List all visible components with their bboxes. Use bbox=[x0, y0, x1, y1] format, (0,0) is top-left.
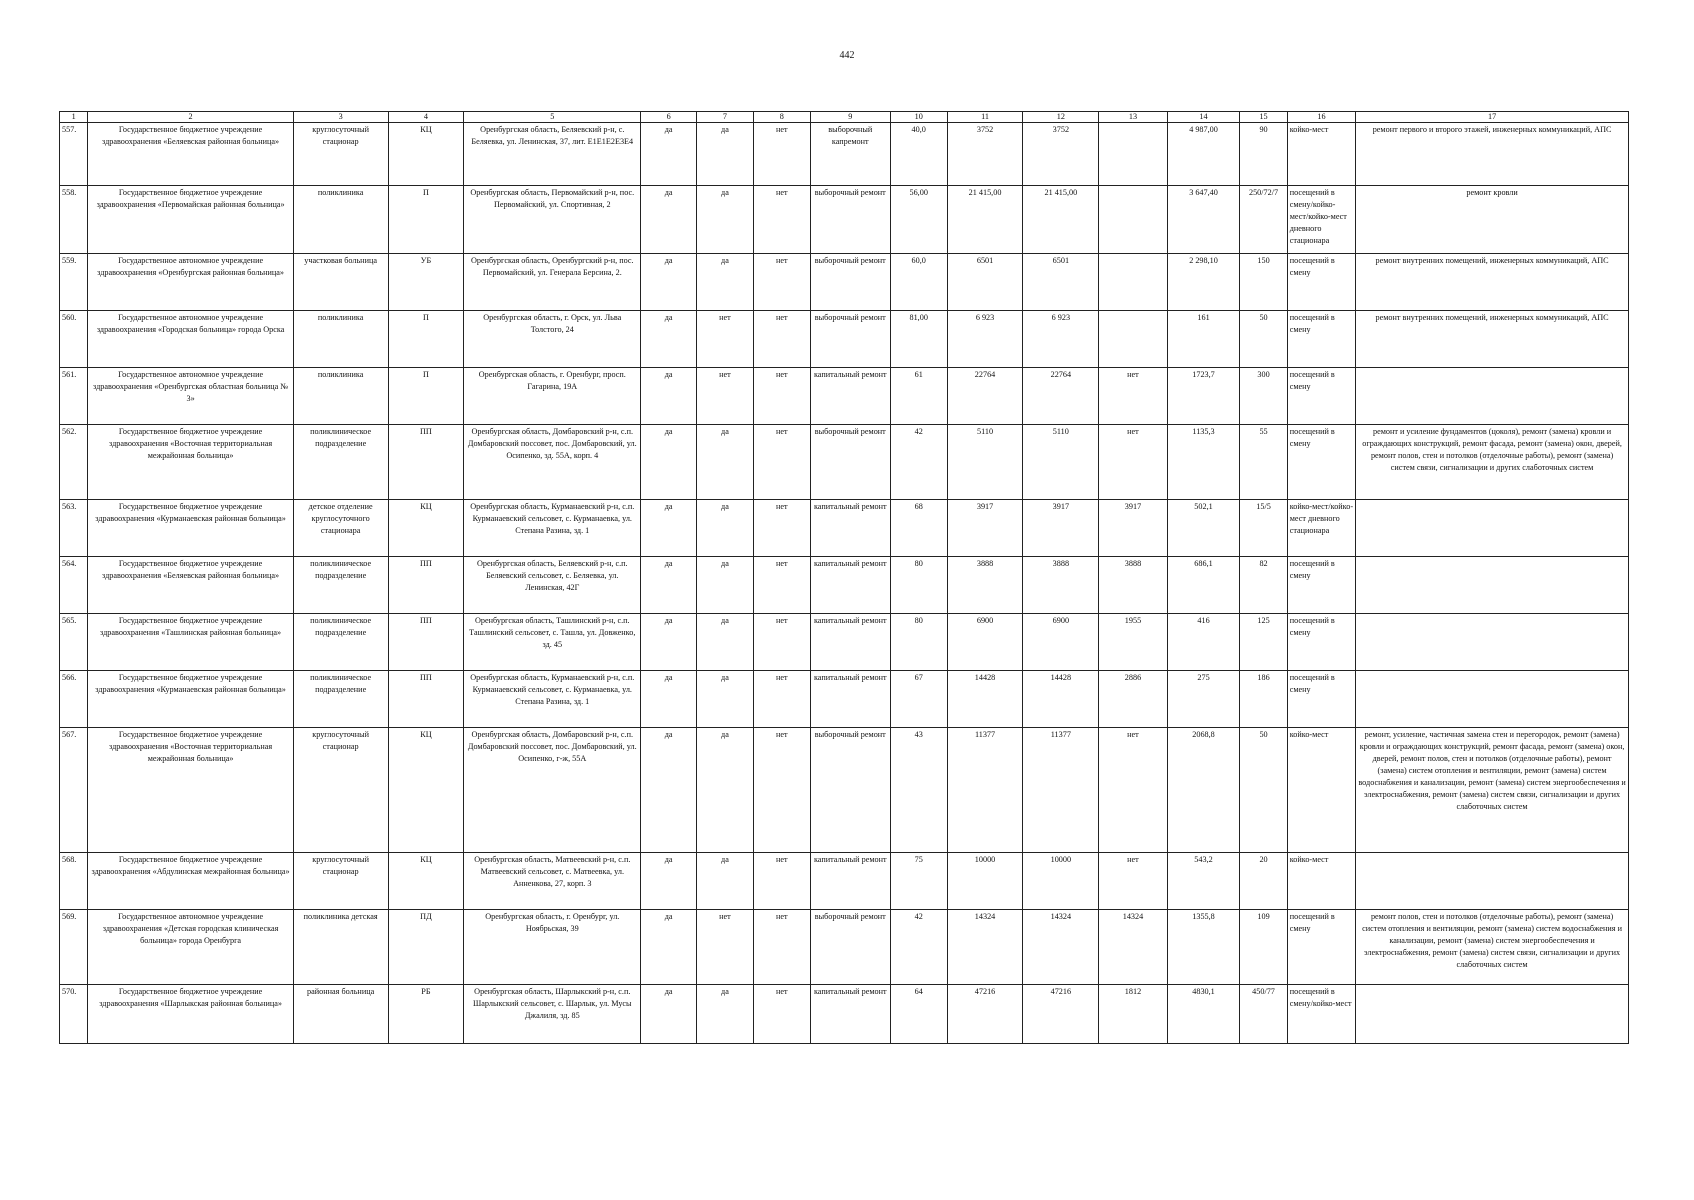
address: Оренбургская область, Домбаровский р-н, с.п. Домбаровский поссовет, пос. Домбаровский, ул. Осипенко, г-ж, 55А bbox=[464, 728, 641, 853]
column-header: 4 bbox=[388, 112, 464, 123]
col-11: 21 415,00 bbox=[947, 186, 1023, 254]
col-12: 47216 bbox=[1023, 985, 1099, 1044]
row-number: 557. bbox=[60, 123, 88, 186]
col-11: 14428 bbox=[947, 671, 1023, 728]
capacity-unit: койко-мест bbox=[1287, 853, 1355, 910]
row-number: 566. bbox=[60, 671, 88, 728]
work-type: выборочный ремонт bbox=[810, 254, 890, 311]
address: Оренбургская область, Шарлыкский р-н, с.п. Шарлыкский сельсовет, с. Шарлык, ул. Мусы Джалиля, зд. 85 bbox=[464, 985, 641, 1044]
facility-type: поликлиника bbox=[293, 311, 388, 368]
work-type: капитальный ремонт bbox=[810, 368, 890, 425]
col-14: 1355,8 bbox=[1167, 910, 1240, 985]
facility-code: УБ bbox=[388, 254, 464, 311]
col-12: 22764 bbox=[1023, 368, 1099, 425]
facility-type: поликлиника детская bbox=[293, 910, 388, 985]
col-12: 6501 bbox=[1023, 254, 1099, 311]
col-13: нет bbox=[1099, 853, 1167, 910]
col-11: 47216 bbox=[947, 985, 1023, 1044]
col-10: 60,0 bbox=[890, 254, 947, 311]
col-6: да bbox=[641, 186, 697, 254]
col-8: нет bbox=[753, 425, 810, 500]
facility-code: КЦ bbox=[388, 500, 464, 557]
col-14: 686,1 bbox=[1167, 557, 1240, 614]
col-13: 1955 bbox=[1099, 614, 1167, 671]
organization-name: Государственное автономное учреждение здравоохранения «Детская городская клиническая больница» города Оренбурга bbox=[88, 910, 293, 985]
col-13: 14324 bbox=[1099, 910, 1167, 985]
col-7: нет bbox=[697, 368, 754, 425]
work-description bbox=[1356, 557, 1629, 614]
col-6: да bbox=[641, 985, 697, 1044]
organization-name: Государственное бюджетное учреждение здравоохранения «Курманаевская районная больница» bbox=[88, 500, 293, 557]
column-header: 11 bbox=[947, 112, 1023, 123]
column-header: 13 bbox=[1099, 112, 1167, 123]
organization-name: Государственное автономное учреждение здравоохранения «Оренбургская районная больница» bbox=[88, 254, 293, 311]
column-header: 16 bbox=[1287, 112, 1355, 123]
col-6: да bbox=[641, 368, 697, 425]
column-header: 2 bbox=[88, 112, 293, 123]
col-10: 42 bbox=[890, 910, 947, 985]
col-14: 275 bbox=[1167, 671, 1240, 728]
capacity-unit: посещений в смену bbox=[1287, 614, 1355, 671]
facility-code: РБ bbox=[388, 985, 464, 1044]
col-14: 4 987,00 bbox=[1167, 123, 1240, 186]
work-type: капитальный ремонт bbox=[810, 985, 890, 1044]
facility-code: П bbox=[388, 368, 464, 425]
col-15: 300 bbox=[1240, 368, 1287, 425]
col-6: да bbox=[641, 671, 697, 728]
work-description: ремонт первого и второго этажей, инженерных коммуникаций, АПС bbox=[1356, 123, 1629, 186]
col-13: нет bbox=[1099, 728, 1167, 853]
col-11: 6 923 bbox=[947, 311, 1023, 368]
row-number: 563. bbox=[60, 500, 88, 557]
col-11: 14324 bbox=[947, 910, 1023, 985]
row-number: 559. bbox=[60, 254, 88, 311]
col-8: нет bbox=[753, 254, 810, 311]
organization-name: Государственное бюджетное учреждение здравоохранения «Первомайская районная больница» bbox=[88, 186, 293, 254]
row-number: 558. bbox=[60, 186, 88, 254]
work-type: выборочный ремонт bbox=[810, 910, 890, 985]
address: Оренбургская область, г. Оренбург, ул. Ноябрьская, 39 bbox=[464, 910, 641, 985]
row-number: 564. bbox=[60, 557, 88, 614]
facility-code: КЦ bbox=[388, 123, 464, 186]
row-number: 561. bbox=[60, 368, 88, 425]
row-number: 562. bbox=[60, 425, 88, 500]
facility-type: детское отделение круглосуточного стационара bbox=[293, 500, 388, 557]
col-15: 55 bbox=[1240, 425, 1287, 500]
table-row bbox=[60, 614, 1629, 671]
address: Оренбургская область, Беляевский р-н, с.п. Беляевский сельсовет, с. Беляевка, ул. Ленинская, 42Г bbox=[464, 557, 641, 614]
address: Оренбургская область, Ташлинский р-н, с.п. Ташлинский сельсовет, с. Ташла, ул. Довженко, зд. 45 bbox=[464, 614, 641, 671]
col-14: 502,1 bbox=[1167, 500, 1240, 557]
col-6: да bbox=[641, 500, 697, 557]
col-15: 250/72/7 bbox=[1240, 186, 1287, 254]
col-10: 61 bbox=[890, 368, 947, 425]
work-type: выборочный ремонт bbox=[810, 728, 890, 853]
col-15: 450/77 bbox=[1240, 985, 1287, 1044]
organization-name: Государственное бюджетное учреждение здравоохранения «Беляевская районная больница» bbox=[88, 557, 293, 614]
address: Оренбургская область, г. Орск, ул. Льва Толстого, 24 bbox=[464, 311, 641, 368]
col-10: 80 bbox=[890, 614, 947, 671]
table-row bbox=[60, 254, 1629, 311]
col-12: 11377 bbox=[1023, 728, 1099, 853]
address: Оренбургская область, Беляевский р-н, с. Беляевка, ул. Ленинская, 37, лит. Е1Е1Е2Е3Е4 bbox=[464, 123, 641, 186]
address: Оренбургская область, Домбаровский р-н, с.п. Домбаровский поссовет, пос. Домбаровский, ул. Осипенко, зд. 55А, корп. 4 bbox=[464, 425, 641, 500]
capacity-unit: посещений в смену bbox=[1287, 557, 1355, 614]
work-description bbox=[1356, 614, 1629, 671]
col-11: 10000 bbox=[947, 853, 1023, 910]
work-type: капитальный ремонт bbox=[810, 853, 890, 910]
col-11: 3917 bbox=[947, 500, 1023, 557]
address: Оренбургская область, Матвеевский р-н, с.п. Матвеевский сельсовет, с. Матвеевка, ул. Анненкова, 27, корп. 3 bbox=[464, 853, 641, 910]
table-row bbox=[60, 311, 1629, 368]
col-6: да bbox=[641, 614, 697, 671]
facility-code: КЦ bbox=[388, 728, 464, 853]
row-number: 567. bbox=[60, 728, 88, 853]
column-header: 15 bbox=[1240, 112, 1287, 123]
col-8: нет bbox=[753, 123, 810, 186]
col-7: да bbox=[697, 985, 754, 1044]
col-10: 40,0 bbox=[890, 123, 947, 186]
col-7: да bbox=[697, 853, 754, 910]
column-header: 9 bbox=[810, 112, 890, 123]
col-14: 4830,1 bbox=[1167, 985, 1240, 1044]
col-7: да bbox=[697, 425, 754, 500]
col-6: да bbox=[641, 557, 697, 614]
address: Оренбургская область, г. Оренбург, просп. Гагарина, 19А bbox=[464, 368, 641, 425]
work-description: ремонт полов, стен и потолков (отделочные работы), ремонт (замена) систем отопления и вентиляции, ремонт (замена) систем водоснабжения и канализации, ремонт (замена) систем энергообеспечения и электроснабжения, ремонт (замена) систем связи, сигнализации и других слаботочных систем bbox=[1356, 910, 1629, 985]
col-7: нет bbox=[697, 311, 754, 368]
col-14: 3 647,40 bbox=[1167, 186, 1240, 254]
table-row bbox=[60, 910, 1629, 985]
work-description: ремонт, усиление, частичная замена стен и перегородок, ремонт (замена) кровли и ограждающих конструкций, ремонт фасада, ремонт (замена) окон, дверей, ремонт полов, стен и потолков (отделочные работы), ремонт (замена) систем отопления и вентиляции, ремонт (замена) систем водоснабжения и канализации, ремонт (замена) систем энергообеспечения и электроснабжения, ремонт (замена) систем связи, сигнализации и других слаботочных систем bbox=[1356, 728, 1629, 853]
capacity-unit: посещений в смену bbox=[1287, 910, 1355, 985]
col-10: 68 bbox=[890, 500, 947, 557]
table-row bbox=[60, 425, 1629, 500]
address: Оренбургская область, Первомайский р-н, пос. Первомайский, ул. Спортивная, 2 bbox=[464, 186, 641, 254]
col-12: 14428 bbox=[1023, 671, 1099, 728]
column-header: 3 bbox=[293, 112, 388, 123]
column-header: 17 bbox=[1356, 112, 1629, 123]
col-13 bbox=[1099, 254, 1167, 311]
column-header: 6 bbox=[641, 112, 697, 123]
facility-type: круглосуточный стационар bbox=[293, 123, 388, 186]
col-6: да bbox=[641, 910, 697, 985]
facility-code: ПП bbox=[388, 671, 464, 728]
organization-name: Государственное бюджетное учреждение здравоохранения «Ташлинская районная больница» bbox=[88, 614, 293, 671]
col-12: 21 415,00 bbox=[1023, 186, 1099, 254]
row-number: 570. bbox=[60, 985, 88, 1044]
work-type: капитальный ремонт bbox=[810, 671, 890, 728]
col-7: да bbox=[697, 671, 754, 728]
work-type: выборочный ремонт bbox=[810, 311, 890, 368]
col-15: 109 bbox=[1240, 910, 1287, 985]
col-12: 3888 bbox=[1023, 557, 1099, 614]
col-10: 81,00 bbox=[890, 311, 947, 368]
col-10: 42 bbox=[890, 425, 947, 500]
facility-type: круглосуточный стационар bbox=[293, 728, 388, 853]
work-description bbox=[1356, 500, 1629, 557]
column-header: 10 bbox=[890, 112, 947, 123]
col-14: 1135,3 bbox=[1167, 425, 1240, 500]
col-12: 14324 bbox=[1023, 910, 1099, 985]
table-body bbox=[60, 123, 1629, 1044]
col-14: 416 bbox=[1167, 614, 1240, 671]
col-7: да bbox=[697, 614, 754, 671]
table-row bbox=[60, 985, 1629, 1044]
facility-code: ПП bbox=[388, 425, 464, 500]
col-7: да bbox=[697, 123, 754, 186]
col-10: 67 bbox=[890, 671, 947, 728]
facility-type: поликлиническое подразделение bbox=[293, 614, 388, 671]
facility-type: участковая больница bbox=[293, 254, 388, 311]
work-description: ремонт кровли bbox=[1356, 186, 1629, 254]
col-7: да bbox=[697, 254, 754, 311]
table-row bbox=[60, 500, 1629, 557]
column-header: 12 bbox=[1023, 112, 1099, 123]
table-row bbox=[60, 557, 1629, 614]
col-8: нет bbox=[753, 614, 810, 671]
address: Оренбургская область, Курманаевский р-н, с.п. Курманаевский сельсовет, с. Курманаевка, ул. Степана Разина, зд. 1 bbox=[464, 500, 641, 557]
organization-name: Государственное автономное учреждение здравоохранения «Оренбургская областная больница № 3» bbox=[88, 368, 293, 425]
column-header: 1 bbox=[60, 112, 88, 123]
col-10: 75 bbox=[890, 853, 947, 910]
work-type: выборочный капремонт bbox=[810, 123, 890, 186]
col-15: 90 bbox=[1240, 123, 1287, 186]
col-7: да bbox=[697, 500, 754, 557]
col-10: 64 bbox=[890, 985, 947, 1044]
page-number: 442 bbox=[839, 50, 855, 61]
col-8: нет bbox=[753, 186, 810, 254]
col-13: нет bbox=[1099, 425, 1167, 500]
address: Оренбургская область, Оренбургский р-н, пос. Первомайский, ул. Генерала Берсина, 2. bbox=[464, 254, 641, 311]
table-row bbox=[60, 728, 1629, 853]
capacity-unit: посещений в смену bbox=[1287, 425, 1355, 500]
work-description: ремонт внутренних помещений, инженерных коммуникаций, АПС bbox=[1356, 254, 1629, 311]
work-description bbox=[1356, 671, 1629, 728]
col-8: нет bbox=[753, 853, 810, 910]
capacity-unit: посещений в смену bbox=[1287, 368, 1355, 425]
col-14: 1723,7 bbox=[1167, 368, 1240, 425]
col-7: да bbox=[697, 557, 754, 614]
col-13: 2886 bbox=[1099, 671, 1167, 728]
col-13 bbox=[1099, 311, 1167, 368]
col-12: 3917 bbox=[1023, 500, 1099, 557]
work-description bbox=[1356, 368, 1629, 425]
col-12: 3752 bbox=[1023, 123, 1099, 186]
col-8: нет bbox=[753, 311, 810, 368]
col-13: 3888 bbox=[1099, 557, 1167, 614]
col-14: 161 bbox=[1167, 311, 1240, 368]
col-12: 6900 bbox=[1023, 614, 1099, 671]
col-8: нет bbox=[753, 910, 810, 985]
organization-name: Государственное бюджетное учреждение здравоохранения «Курманаевская районная больница» bbox=[88, 671, 293, 728]
organization-name: Государственное автономное учреждение здравоохранения «Городская больница» города Орска bbox=[88, 311, 293, 368]
col-15: 50 bbox=[1240, 728, 1287, 853]
repair-table bbox=[59, 111, 1629, 1044]
row-number: 568. bbox=[60, 853, 88, 910]
work-description: ремонт и усиление фундаментов (цоколя), ремонт (замена) кровли и ограждающих конструкций, ремонт фасада, ремонт (замена) окон, дверей, ремонт полов, стен и потолков (отделочные работы), ремонт (замена) систем связи, сигнализации и других слаботочных систем bbox=[1356, 425, 1629, 500]
col-11: 5110 bbox=[947, 425, 1023, 500]
col-6: да bbox=[641, 853, 697, 910]
organization-name: Государственное бюджетное учреждение здравоохранения «Восточная территориальная межрайонная больница» bbox=[88, 728, 293, 853]
capacity-unit: посещений в смену bbox=[1287, 311, 1355, 368]
col-11: 11377 bbox=[947, 728, 1023, 853]
col-11: 6900 bbox=[947, 614, 1023, 671]
col-8: нет bbox=[753, 368, 810, 425]
col-11: 3752 bbox=[947, 123, 1023, 186]
col-15: 150 bbox=[1240, 254, 1287, 311]
col-15: 125 bbox=[1240, 614, 1287, 671]
column-header: 5 bbox=[464, 112, 641, 123]
facility-type: круглосуточный стационар bbox=[293, 853, 388, 910]
column-header: 7 bbox=[697, 112, 754, 123]
col-6: да bbox=[641, 311, 697, 368]
row-number: 565. bbox=[60, 614, 88, 671]
col-15: 50 bbox=[1240, 311, 1287, 368]
facility-type: районная больница bbox=[293, 985, 388, 1044]
work-description bbox=[1356, 853, 1629, 910]
facility-type: поликлиническое подразделение bbox=[293, 671, 388, 728]
col-11: 3888 bbox=[947, 557, 1023, 614]
col-13 bbox=[1099, 123, 1167, 186]
col-8: нет bbox=[753, 985, 810, 1044]
address: Оренбургская область, Курманаевский р-н, с.п. Курманаевский сельсовет, с. Курманаевка, ул. Степана Разина, зд. 1 bbox=[464, 671, 641, 728]
col-13: 1812 bbox=[1099, 985, 1167, 1044]
table-row bbox=[60, 186, 1629, 254]
table-row bbox=[60, 853, 1629, 910]
work-type: выборочный ремонт bbox=[810, 425, 890, 500]
col-10: 80 bbox=[890, 557, 947, 614]
col-11: 22764 bbox=[947, 368, 1023, 425]
column-header: 14 bbox=[1167, 112, 1240, 123]
facility-code: ПП bbox=[388, 557, 464, 614]
col-15: 20 bbox=[1240, 853, 1287, 910]
capacity-unit: посещений в смену/койко-мест bbox=[1287, 985, 1355, 1044]
table-row bbox=[60, 123, 1629, 186]
facility-code: П bbox=[388, 311, 464, 368]
organization-name: Государственное бюджетное учреждение здравоохранения «Восточная территориальная межрайонная больница» bbox=[88, 425, 293, 500]
col-8: нет bbox=[753, 671, 810, 728]
facility-type: поликлиническое подразделение bbox=[293, 557, 388, 614]
work-type: капитальный ремонт bbox=[810, 614, 890, 671]
capacity-unit: койко-мест bbox=[1287, 728, 1355, 853]
work-type: выборочный ремонт bbox=[810, 186, 890, 254]
capacity-unit: койко-мест/койко-мест дневного стационара bbox=[1287, 500, 1355, 557]
organization-name: Государственное бюджетное учреждение здравоохранения «Беляевская районная больница» bbox=[88, 123, 293, 186]
facility-code: ПД bbox=[388, 910, 464, 985]
col-13: нет bbox=[1099, 368, 1167, 425]
capacity-unit: посещений в смену/койко-мест/койко-мест дневного стационара bbox=[1287, 186, 1355, 254]
facility-type: поликлиника bbox=[293, 186, 388, 254]
column-header: 8 bbox=[753, 112, 810, 123]
row-number: 560. bbox=[60, 311, 88, 368]
facility-type: поликлиническое подразделение bbox=[293, 425, 388, 500]
table-row bbox=[60, 368, 1629, 425]
organization-name: Государственное бюджетное учреждение здравоохранения «Шарлыкская районная больница» bbox=[88, 985, 293, 1044]
facility-code: КЦ bbox=[388, 853, 464, 910]
col-8: нет bbox=[753, 500, 810, 557]
col-12: 6 923 bbox=[1023, 311, 1099, 368]
col-6: да bbox=[641, 425, 697, 500]
col-12: 10000 bbox=[1023, 853, 1099, 910]
col-14: 2 298,10 bbox=[1167, 254, 1240, 311]
facility-code: П bbox=[388, 186, 464, 254]
capacity-unit: посещений в смену bbox=[1287, 254, 1355, 311]
col-13 bbox=[1099, 186, 1167, 254]
col-8: нет bbox=[753, 728, 810, 853]
col-7: нет bbox=[697, 910, 754, 985]
col-6: да bbox=[641, 254, 697, 311]
capacity-unit: койко-мест bbox=[1287, 123, 1355, 186]
header-row bbox=[60, 112, 1629, 123]
work-description bbox=[1356, 985, 1629, 1044]
col-15: 82 bbox=[1240, 557, 1287, 614]
col-8: нет bbox=[753, 557, 810, 614]
facility-code: ПП bbox=[388, 614, 464, 671]
col-13: 3917 bbox=[1099, 500, 1167, 557]
organization-name: Государственное бюджетное учреждение здравоохранения «Абдулинская межрайонная больница» bbox=[88, 853, 293, 910]
col-6: да bbox=[641, 728, 697, 853]
work-type: капитальный ремонт bbox=[810, 500, 890, 557]
col-14: 2068,8 bbox=[1167, 728, 1240, 853]
table-row bbox=[60, 671, 1629, 728]
col-6: да bbox=[641, 123, 697, 186]
col-7: да bbox=[697, 186, 754, 254]
col-7: да bbox=[697, 728, 754, 853]
col-15: 15/5 bbox=[1240, 500, 1287, 557]
col-10: 43 bbox=[890, 728, 947, 853]
work-description: ремонт внутренних помещений, инженерных коммуникаций, АПС bbox=[1356, 311, 1629, 368]
col-11: 6501 bbox=[947, 254, 1023, 311]
col-12: 5110 bbox=[1023, 425, 1099, 500]
capacity-unit: посещений в смену bbox=[1287, 671, 1355, 728]
work-type: капитальный ремонт bbox=[810, 557, 890, 614]
col-14: 543,2 bbox=[1167, 853, 1240, 910]
col-10: 56,00 bbox=[890, 186, 947, 254]
facility-type: поликлиника bbox=[293, 368, 388, 425]
row-number: 569. bbox=[60, 910, 88, 985]
col-15: 186 bbox=[1240, 671, 1287, 728]
